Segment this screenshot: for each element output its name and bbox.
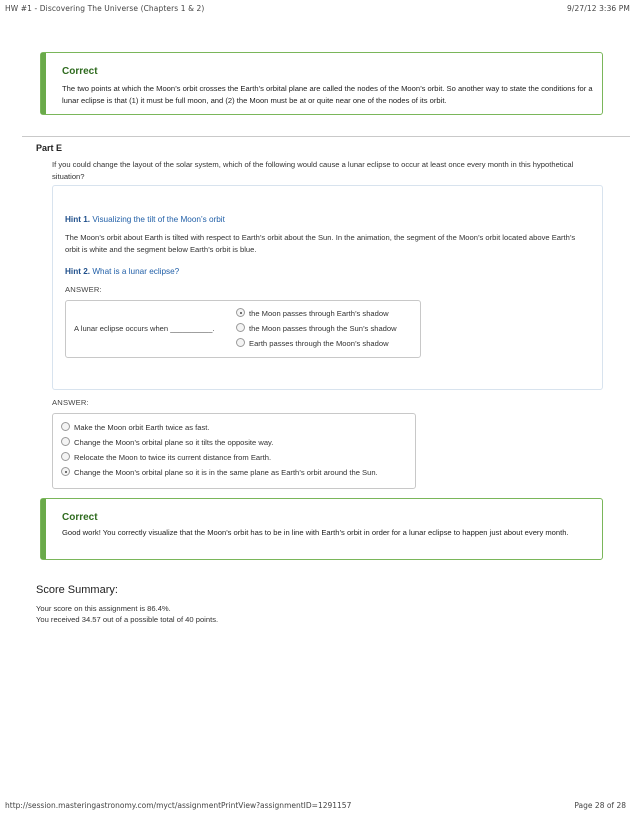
question-text: If you could change the layout of the solar system, which of the following would cause a lunar eclipse to occur at least once every month in this hypothetical situation? — [52, 160, 574, 181]
part-title: Part E — [36, 143, 63, 153]
hint-2-radio-1[interactable] — [236, 323, 245, 332]
hint-1-label: Hint 1. — [65, 215, 91, 224]
answer-option-3[interactable]: Change the Moon’s orbital plane so it is in the same plane as Earth’s orbit around the Sun. — [74, 468, 378, 477]
hint-2-radio-0[interactable] — [236, 308, 245, 317]
hint-1-text: The Moon’s orbit about Earth is tilted with respect to Earth’s orbit about the Sun. In the animation, the segment of the Moon’s orbit located above Earth’s orbit is white and the segment below Earth’s orbit is blue. — [65, 233, 576, 254]
feedback-accent-bar — [41, 53, 46, 114]
hint-1-header[interactable] — [65, 215, 225, 224]
feedback-title: Correct — [62, 66, 98, 77]
answer-radio-3[interactable] — [61, 467, 70, 476]
hint-2-option-2[interactable]: Earth passes through the Moon’s shadow — [249, 339, 389, 348]
answer-label: ANSWER: — [52, 398, 89, 407]
answer-radio-1[interactable] — [61, 437, 70, 446]
answer-option-2[interactable]: Relocate the Moon to twice its current distance from Earth. — [74, 453, 272, 462]
score-points: You received 34.57 out of a possible total of 40 points. — [36, 615, 219, 624]
answer-radio-0[interactable] — [61, 422, 70, 431]
hint-2-title-link[interactable]: What is a lunar eclipse? — [92, 267, 180, 276]
score-summary-title: Score Summary: — [36, 584, 118, 596]
answer-box — [52, 413, 416, 489]
hint-2-header[interactable] — [65, 267, 179, 276]
section-divider — [22, 136, 630, 137]
print-datetime: 9/27/12 3:36 PM — [566, 4, 630, 13]
feedback-accent-bar — [41, 499, 46, 559]
answer-option-0[interactable]: Make the Moon orbit Earth twice as fast. — [74, 423, 210, 432]
hint-2-radio-2[interactable] — [236, 338, 245, 347]
hint-1-title-link[interactable]: Visualizing the tilt of the Moon’s orbit — [92, 215, 225, 224]
feedback-text: The two points at which the Moon’s orbit crosses the Earth’s orbital plane are called the nodes of the Moon’s orbit. So another way to state the conditions for a lunar eclipse is that (1) it must be full moon, and (2) the Moon must be at or quite near one of the nodes of its orbit. — [62, 84, 593, 105]
feedback-correct-top — [40, 52, 603, 115]
document-title: HW #1 - Discovering The Universe (Chapters 1 & 2) — [5, 4, 205, 13]
feedback-title: Correct — [62, 512, 98, 523]
answer-option-1[interactable]: Change the Moon’s orbital plane so it tilts the opposite way. — [74, 438, 274, 447]
feedback-text: Good work! You correctly visualize that the Moon's orbit has to be in line with Earth’s orbit in order for a lunar eclipse to happen just about every month. — [62, 528, 569, 537]
hint-2-prompt: A lunar eclipse occurs when __________. — [74, 324, 215, 333]
answer-radio-2[interactable] — [61, 452, 70, 461]
hint-2-label: Hint 2. — [65, 267, 91, 276]
score-percent: Your score on this assignment is 86.4%. — [36, 604, 171, 613]
page-number: Page 28 of 28 — [574, 801, 626, 810]
page-url: http://session.masteringastronomy.com/myct/assignmentPrintView?assignmentID=1291157 — [5, 801, 352, 810]
hint-2-answer-box — [65, 300, 421, 358]
hint-2-option-1[interactable]: the Moon passes through the Sun’s shadow — [249, 324, 397, 333]
hints-panel — [52, 185, 603, 390]
hint-2-answer-label: ANSWER: — [65, 285, 102, 294]
hint-2-option-0[interactable]: the Moon passes through Earth’s shadow — [249, 309, 389, 318]
feedback-correct-bottom — [40, 498, 603, 560]
